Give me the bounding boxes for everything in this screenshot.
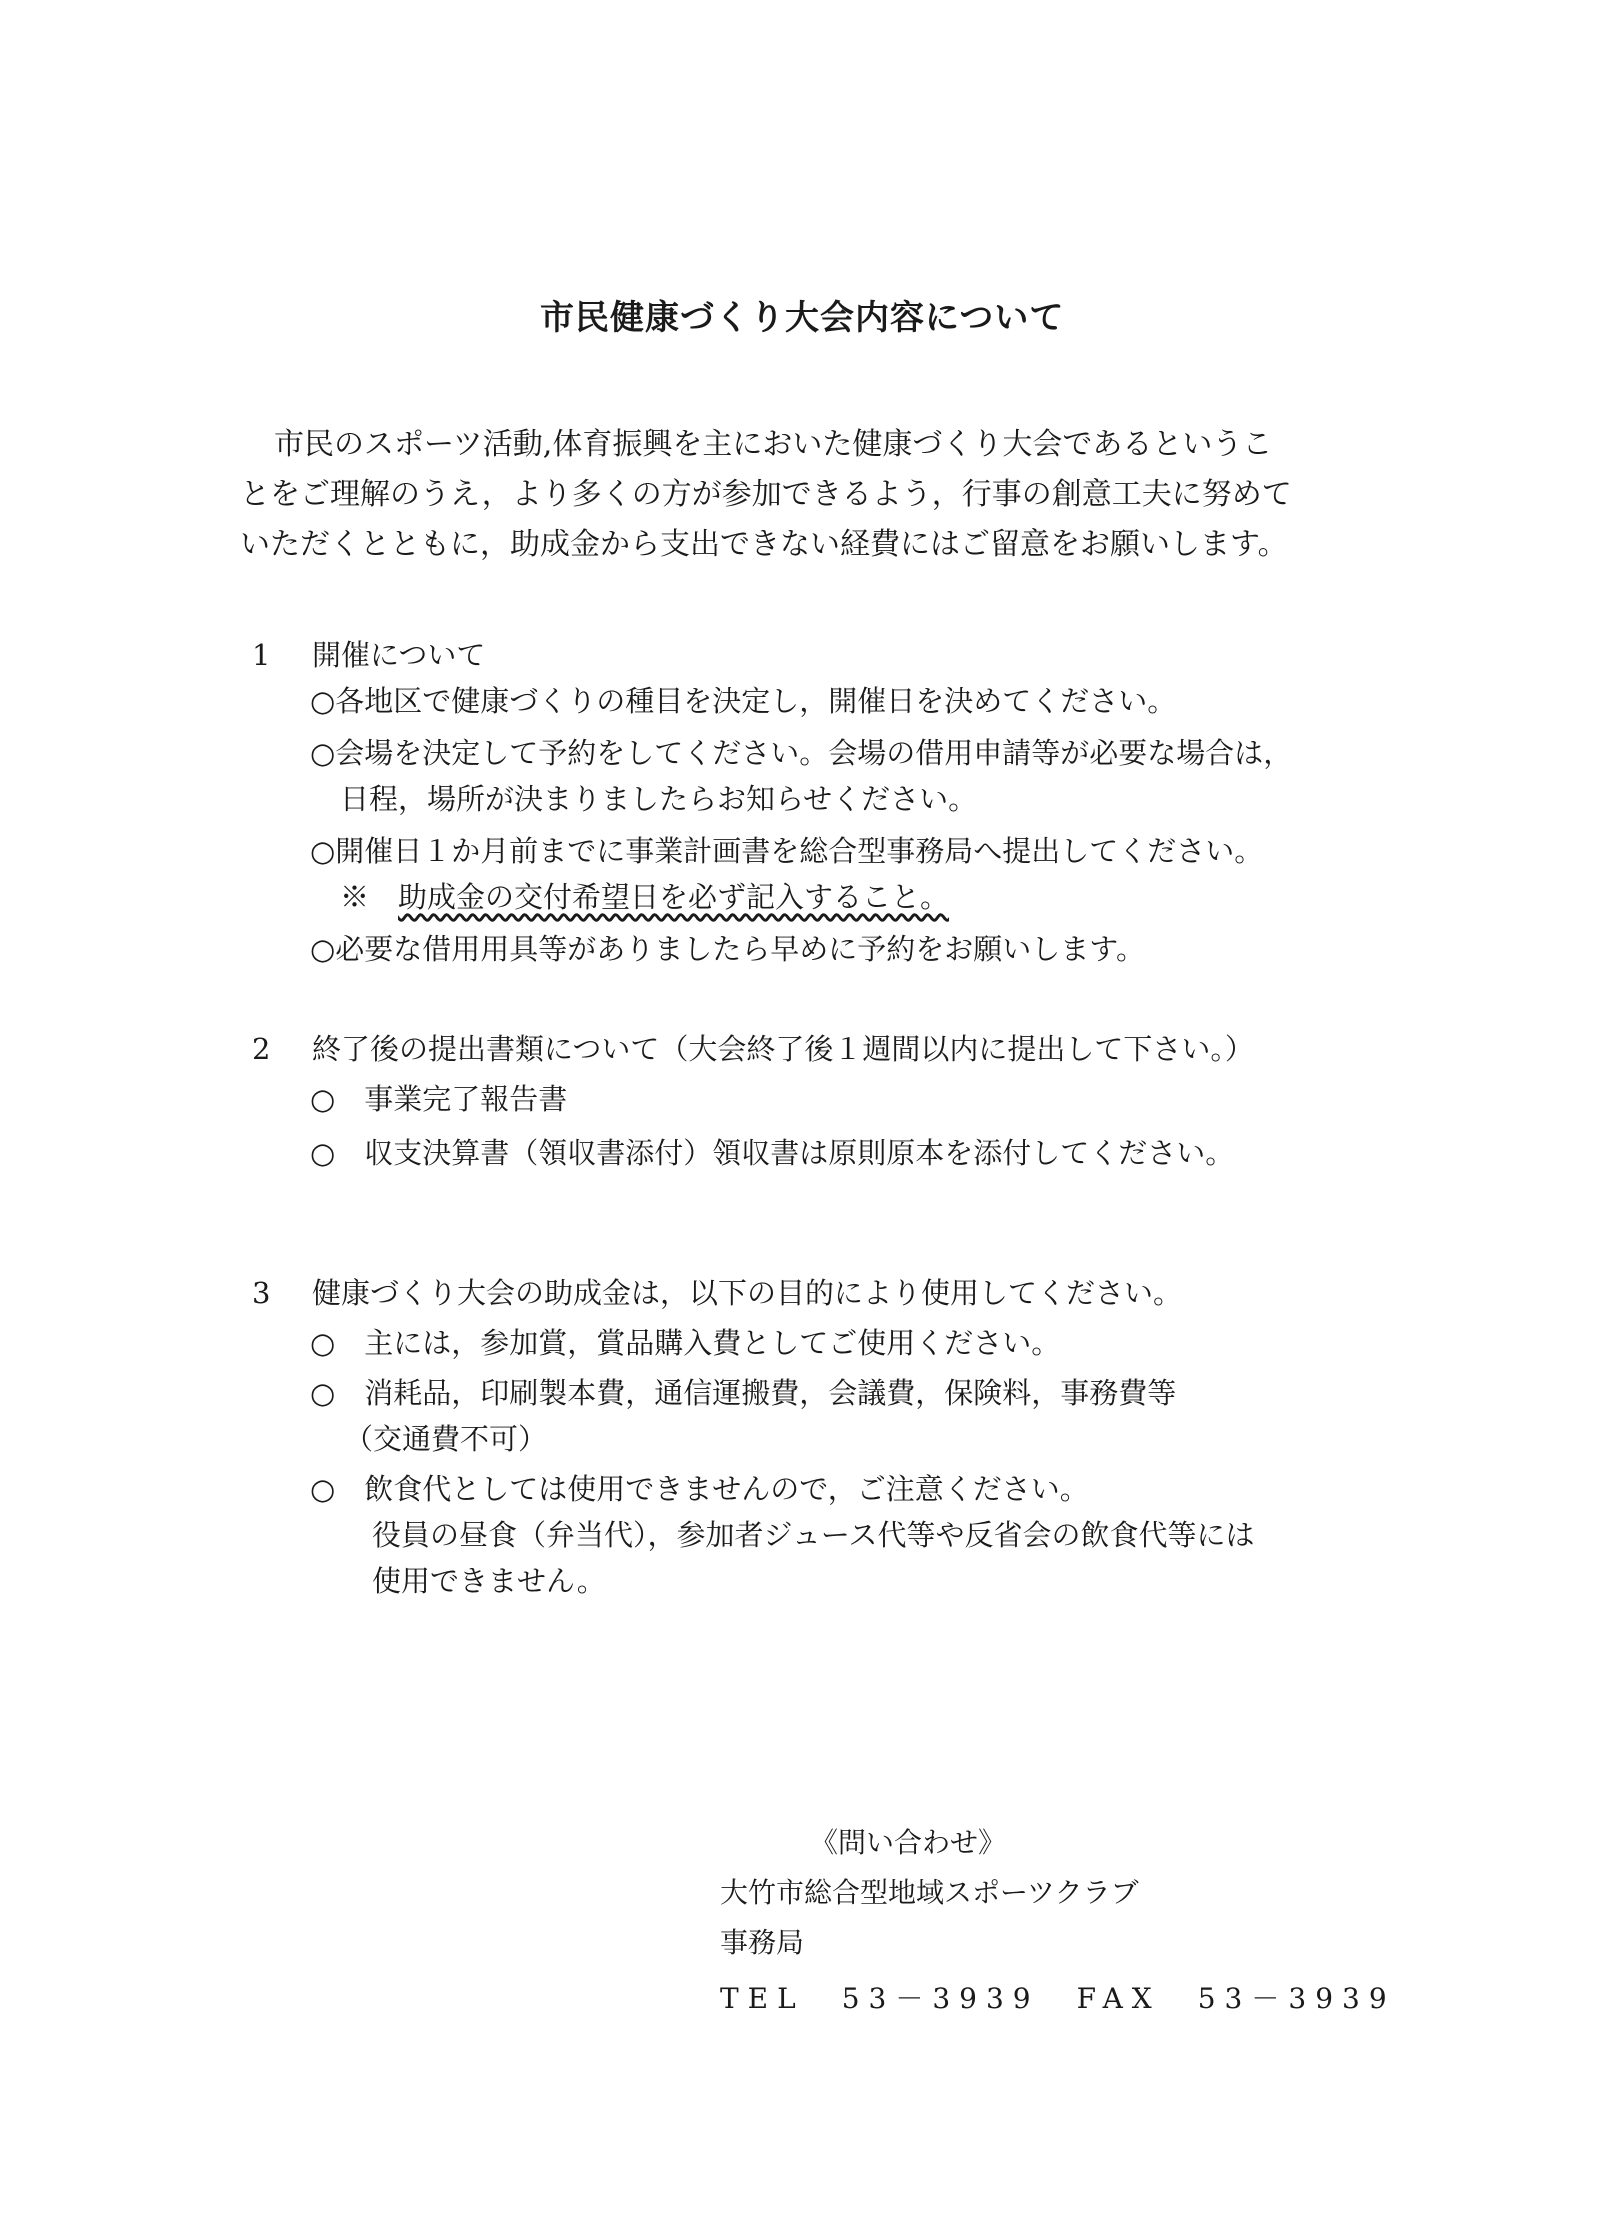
list-item: ○ 事業完了報告書 <box>310 1082 568 1116</box>
section-heading-text: 終了後の提出書類について（大会終了後１週間以内に提出して下さい。） <box>312 1032 1254 1066</box>
section-number: 2 <box>252 1032 271 1066</box>
list-item-continuation: 使用できません。 <box>372 1564 606 1598</box>
list-item: ○開催日１か月前までに事業計画書を総合型事務局へ提出してください。 <box>310 834 1264 868</box>
page-title: 市民健康づくり大会内容について <box>540 298 1065 338</box>
list-item: ○ 収支決算書（領収書添付）領収書は原則原本を添付してください。 <box>310 1136 1235 1170</box>
list-item: ○各地区で健康づくりの種目を決定し，開催日を決めてください。 <box>310 684 1177 718</box>
list-item-continuation: 日程，場所が決まりましたらお知らせください。 <box>340 782 978 816</box>
section-heading <box>252 632 1292 678</box>
list-item: ○ 主には，参加賞，賞品購入費としてご使用ください。 <box>310 1326 1061 1360</box>
contact-heading: 《問い合わせ》 <box>810 1826 1007 1859</box>
section-3 <box>252 1270 1254 1604</box>
list-item: ○ 消耗品，印刷製本費，通信運搬費，会議費，保険料，事務費等 <box>310 1376 1177 1410</box>
note-mark: ※ <box>340 880 370 914</box>
intro-paragraph <box>240 420 1400 570</box>
note-text: 助成金の交付希望日を必ず記入すること。 <box>398 880 950 914</box>
section-heading-text: 健康づくり大会の助成金は，以下の目的により使用してください。 <box>312 1276 1183 1310</box>
intro-line: 市民のスポーツ活動,体育振興を主においた健康づくり大会であるというこ <box>274 427 1273 462</box>
intro-line: とをご理解のうえ，より多くの方が参加できるよう，行事の創意工夫に努めて <box>240 477 1292 512</box>
section-number: 1 <box>252 638 271 672</box>
contact-block <box>720 1818 1396 2024</box>
intro-line: いただくとともに，助成金から支出できない経費にはご留意をお願いします。 <box>240 527 1288 562</box>
section-heading <box>252 1270 1254 1316</box>
contact-office: 事務局 <box>720 1926 805 1959</box>
list-item-continuation: （交通費不可） <box>344 1422 548 1456</box>
section-heading-text: 開催について <box>312 638 486 672</box>
contact-org: 大竹市総合型地域スポーツクラブ <box>720 1876 1139 1909</box>
list-item-continuation: 役員の昼食（弁当代），参加者ジュース代等や反省会の飲食代等には <box>372 1518 1255 1552</box>
section-1 <box>252 632 1292 972</box>
section-number: 3 <box>252 1276 271 1310</box>
list-item: ○会場を決定して予約をしてください。会場の借用申請等が必要な場合は， <box>310 736 1293 770</box>
section-2 <box>252 1026 1254 1176</box>
list-item: ○必要な借用用具等がありましたら早めに予約をお願いします。 <box>310 932 1145 966</box>
section-heading <box>252 1026 1254 1072</box>
list-item: ○ 飲食代としては使用できませんので，ご注意ください。 <box>310 1472 1089 1506</box>
contact-phone: TEL 53－3939 FAX 53－3939 <box>720 1982 1396 2015</box>
note-line <box>252 874 1292 920</box>
